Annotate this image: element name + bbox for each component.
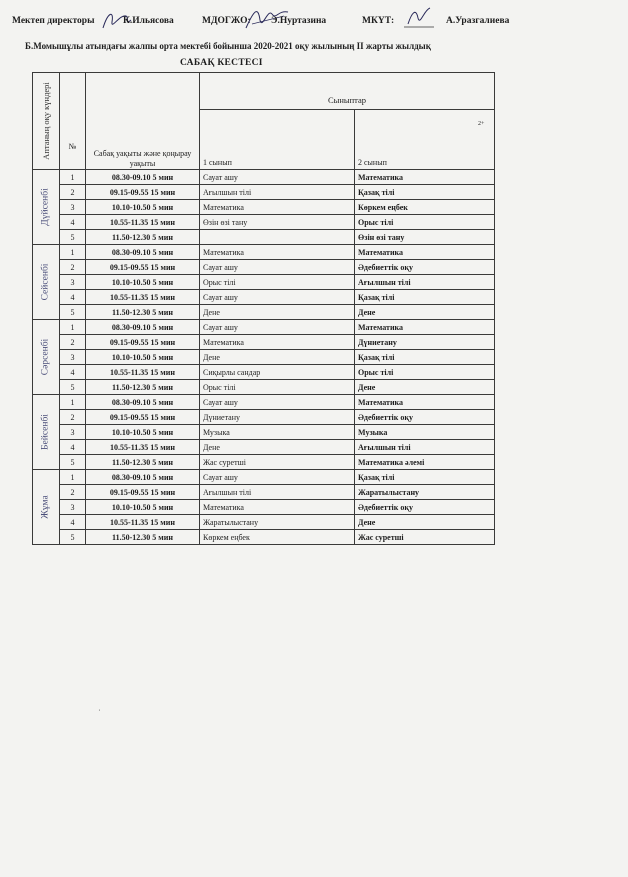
lesson-time: 09.15-09.55 15 мин <box>86 335 200 350</box>
table-row <box>33 410 495 425</box>
lesson-time: 11.50-12.30 5 мин <box>86 230 200 245</box>
lesson-number: 4 <box>60 515 86 530</box>
table-row <box>33 455 495 470</box>
class-1-subject: Орыс тілі <box>200 380 355 395</box>
class-1-subject: Дене <box>200 440 355 455</box>
table-row <box>33 365 495 380</box>
lesson-time: 10.55-11.35 15 мин <box>86 215 200 230</box>
class-1-subject: Дене <box>200 350 355 365</box>
lesson-number: 2 <box>60 335 86 350</box>
class-1-subject: Сауат ашу <box>200 170 355 185</box>
header-number: № <box>60 73 86 170</box>
lesson-time: 09.15-09.55 15 мин <box>86 185 200 200</box>
class-2-subject: Көркем еңбек <box>355 200 495 215</box>
table-row <box>33 200 495 215</box>
lesson-number: 5 <box>60 380 86 395</box>
table-row <box>33 170 495 185</box>
class-2-subject: Ағылшын тілі <box>355 440 495 455</box>
lesson-time: 10.55-11.35 15 мин <box>86 440 200 455</box>
lesson-time: 10.10-10.50 5 мин <box>86 200 200 215</box>
director-label: Мектеп директоры <box>12 16 95 26</box>
day-cell <box>33 395 60 470</box>
lesson-time: 08.30-09.10 5 мин <box>86 170 200 185</box>
margin-mark: 2+ <box>478 121 485 127</box>
class-2-subject: Әдебиеттік оқу <box>355 410 495 425</box>
lesson-number: 5 <box>60 455 86 470</box>
lesson-time: 08.30-09.10 5 мин <box>86 320 200 335</box>
director-name: К.Ильясова <box>123 16 174 26</box>
lesson-time: 10.55-11.35 15 мин <box>86 515 200 530</box>
class-2-subject: Өзін өзі тану <box>355 230 495 245</box>
class-2-subject: Әдебиеттік оқу <box>355 260 495 275</box>
table-row <box>33 425 495 440</box>
lesson-time: 09.15-09.55 15 мин <box>86 485 200 500</box>
class-2-subject: Дене <box>355 305 495 320</box>
class-2-subject: Дене <box>355 515 495 530</box>
mdogzho-name: Э.Нуртазина <box>271 16 327 26</box>
lesson-number: 1 <box>60 395 86 410</box>
mdogzho-label: МДОГЖО: <box>202 16 251 26</box>
lesson-number: 1 <box>60 245 86 260</box>
lesson-time: 11.50-12.30 5 мин <box>86 455 200 470</box>
lesson-number: 4 <box>60 215 86 230</box>
lesson-number: 5 <box>60 230 86 245</box>
table-row <box>33 500 495 515</box>
class-1-subject: Сауат ашу <box>200 260 355 275</box>
table-row <box>33 305 495 320</box>
lesson-number: 3 <box>60 350 86 365</box>
class-2-subject: Қазақ тілі <box>355 185 495 200</box>
lesson-time: 08.30-09.10 5 мин <box>86 470 200 485</box>
class-1-subject <box>200 230 355 245</box>
class-2-subject: Жаратылыстану <box>355 485 495 500</box>
table-row <box>33 260 495 275</box>
class-1-subject: Математика <box>200 200 355 215</box>
lesson-number: 2 <box>60 260 86 275</box>
lesson-time: 10.10-10.50 5 мин <box>86 275 200 290</box>
class-1-subject: Орыс тілі <box>200 275 355 290</box>
lesson-number: 3 <box>60 200 86 215</box>
mkut-name: А.Уразгалиева <box>446 16 510 26</box>
lesson-time: 10.10-10.50 5 мин <box>86 350 200 365</box>
lesson-number: 4 <box>60 290 86 305</box>
class-1-subject: Сиқырлы сандар <box>200 365 355 380</box>
class-1-subject: Сауат ашу <box>200 290 355 305</box>
day-label: Сейсенбі <box>40 263 51 301</box>
class-1-subject: Сауат ашу <box>200 470 355 485</box>
header-class-2-label: 2 сынып <box>358 158 387 167</box>
day-label: Дүйсенбі <box>40 188 51 226</box>
header-classes: Сыныптар <box>200 73 495 110</box>
lesson-number: 1 <box>60 170 86 185</box>
lesson-time: 10.55-11.35 15 мин <box>86 290 200 305</box>
class-1-subject: Жаратылыстану <box>200 515 355 530</box>
lesson-time: 11.50-12.30 5 мин <box>86 530 200 545</box>
lesson-number: 2 <box>60 185 86 200</box>
lesson-time: 10.10-10.50 5 мин <box>86 425 200 440</box>
table-row <box>33 230 495 245</box>
table-row <box>33 515 495 530</box>
class-1-subject: Жас суретші <box>200 455 355 470</box>
mkut-signature <box>404 4 434 30</box>
table-row <box>33 185 495 200</box>
lesson-number: 3 <box>60 425 86 440</box>
class-2-subject: Әдебиеттік оқу <box>355 500 495 515</box>
lesson-time: 11.50-12.30 5 мин <box>86 305 200 320</box>
class-2-subject: Қазақ тілі <box>355 470 495 485</box>
lesson-number: 5 <box>60 305 86 320</box>
class-1-subject: Дене <box>200 305 355 320</box>
document-title: Б.Момышұлы атындағы жалпы орта мектебі бойынша 2020-2021 оқу жылының II жарты жылдық <box>25 41 431 51</box>
class-2-subject: Дүниетану <box>355 335 495 350</box>
class-2-subject: Математика <box>355 395 495 410</box>
lesson-number: 2 <box>60 410 86 425</box>
table-row <box>33 320 495 335</box>
lesson-number: 1 <box>60 320 86 335</box>
lesson-number: 2 <box>60 485 86 500</box>
class-2-subject: Дене <box>355 380 495 395</box>
header-time: Сабақ уақыты және қоңырау уақыты <box>86 73 200 170</box>
lesson-time: 08.30-09.10 5 мин <box>86 395 200 410</box>
class-1-subject: Математика <box>200 245 355 260</box>
table-row <box>33 290 495 305</box>
table-row <box>33 245 495 260</box>
class-2-subject: Жас суретші <box>355 530 495 545</box>
table-row <box>33 350 495 365</box>
class-2-subject: Музыка <box>355 425 495 440</box>
mkut-label: МКҮТ: <box>362 16 395 26</box>
lesson-time: 09.15-09.55 15 мин <box>86 260 200 275</box>
lesson-time: 10.55-11.35 15 мин <box>86 365 200 380</box>
table-row <box>33 530 495 545</box>
class-1-subject: Ағылшын тілі <box>200 485 355 500</box>
stray-mark: ˙ <box>98 708 101 717</box>
lesson-number: 4 <box>60 440 86 455</box>
day-label: Жұма <box>40 495 51 519</box>
class-2-subject: Қазақ тілі <box>355 290 495 305</box>
class-2-subject: Қазақ тілі <box>355 350 495 365</box>
class-1-subject: Дүниетану <box>200 410 355 425</box>
header-class-1: 1 сынып <box>200 110 355 170</box>
header-days: Аптаның оқу күндері <box>33 73 60 170</box>
table-row <box>33 275 495 290</box>
day-cell <box>33 320 60 395</box>
class-1-subject: Өзін өзі тану <box>200 215 355 230</box>
class-2-subject: Математика <box>355 170 495 185</box>
lesson-time: 08.30-09.10 5 мин <box>86 245 200 260</box>
class-1-subject: Сауат ашу <box>200 395 355 410</box>
lesson-time: 09.15-09.55 15 мин <box>86 410 200 425</box>
table-row <box>33 335 495 350</box>
lesson-time: 10.10-10.50 5 мин <box>86 500 200 515</box>
class-2-subject: Математика <box>355 245 495 260</box>
class-1-subject: Музыка <box>200 425 355 440</box>
schedule-table <box>32 72 495 545</box>
class-1-subject: Математика <box>200 335 355 350</box>
lesson-number: 5 <box>60 530 86 545</box>
class-1-subject: Сауат ашу <box>200 320 355 335</box>
table-row <box>33 440 495 455</box>
lesson-time: 11.50-12.30 5 мин <box>86 380 200 395</box>
lesson-number: 1 <box>60 470 86 485</box>
class-2-subject: Орыс тілі <box>355 215 495 230</box>
day-cell <box>33 470 60 545</box>
lesson-number: 3 <box>60 275 86 290</box>
header-class-2 <box>355 110 495 170</box>
class-2-subject: Орыс тілі <box>355 365 495 380</box>
day-label: Сәрсенбі <box>40 338 51 376</box>
lesson-number: 3 <box>60 500 86 515</box>
class-2-subject: Математика <box>355 320 495 335</box>
schedule-heading: САБАҚ КЕСТЕСІ <box>180 58 263 68</box>
lesson-number: 4 <box>60 365 86 380</box>
day-cell <box>33 245 60 320</box>
day-cell <box>33 170 60 245</box>
table-row <box>33 470 495 485</box>
class-1-subject: Ағылшын тілі <box>200 185 355 200</box>
table-row <box>33 380 495 395</box>
table-row <box>33 215 495 230</box>
class-2-subject: Ағылшын тілі <box>355 275 495 290</box>
table-row <box>33 485 495 500</box>
table-row <box>33 395 495 410</box>
class-1-subject: Көркем еңбек <box>200 530 355 545</box>
class-1-subject: Математика <box>200 500 355 515</box>
class-2-subject: Математика әлемі <box>355 455 495 470</box>
day-label: Бейсенбі <box>40 414 51 450</box>
